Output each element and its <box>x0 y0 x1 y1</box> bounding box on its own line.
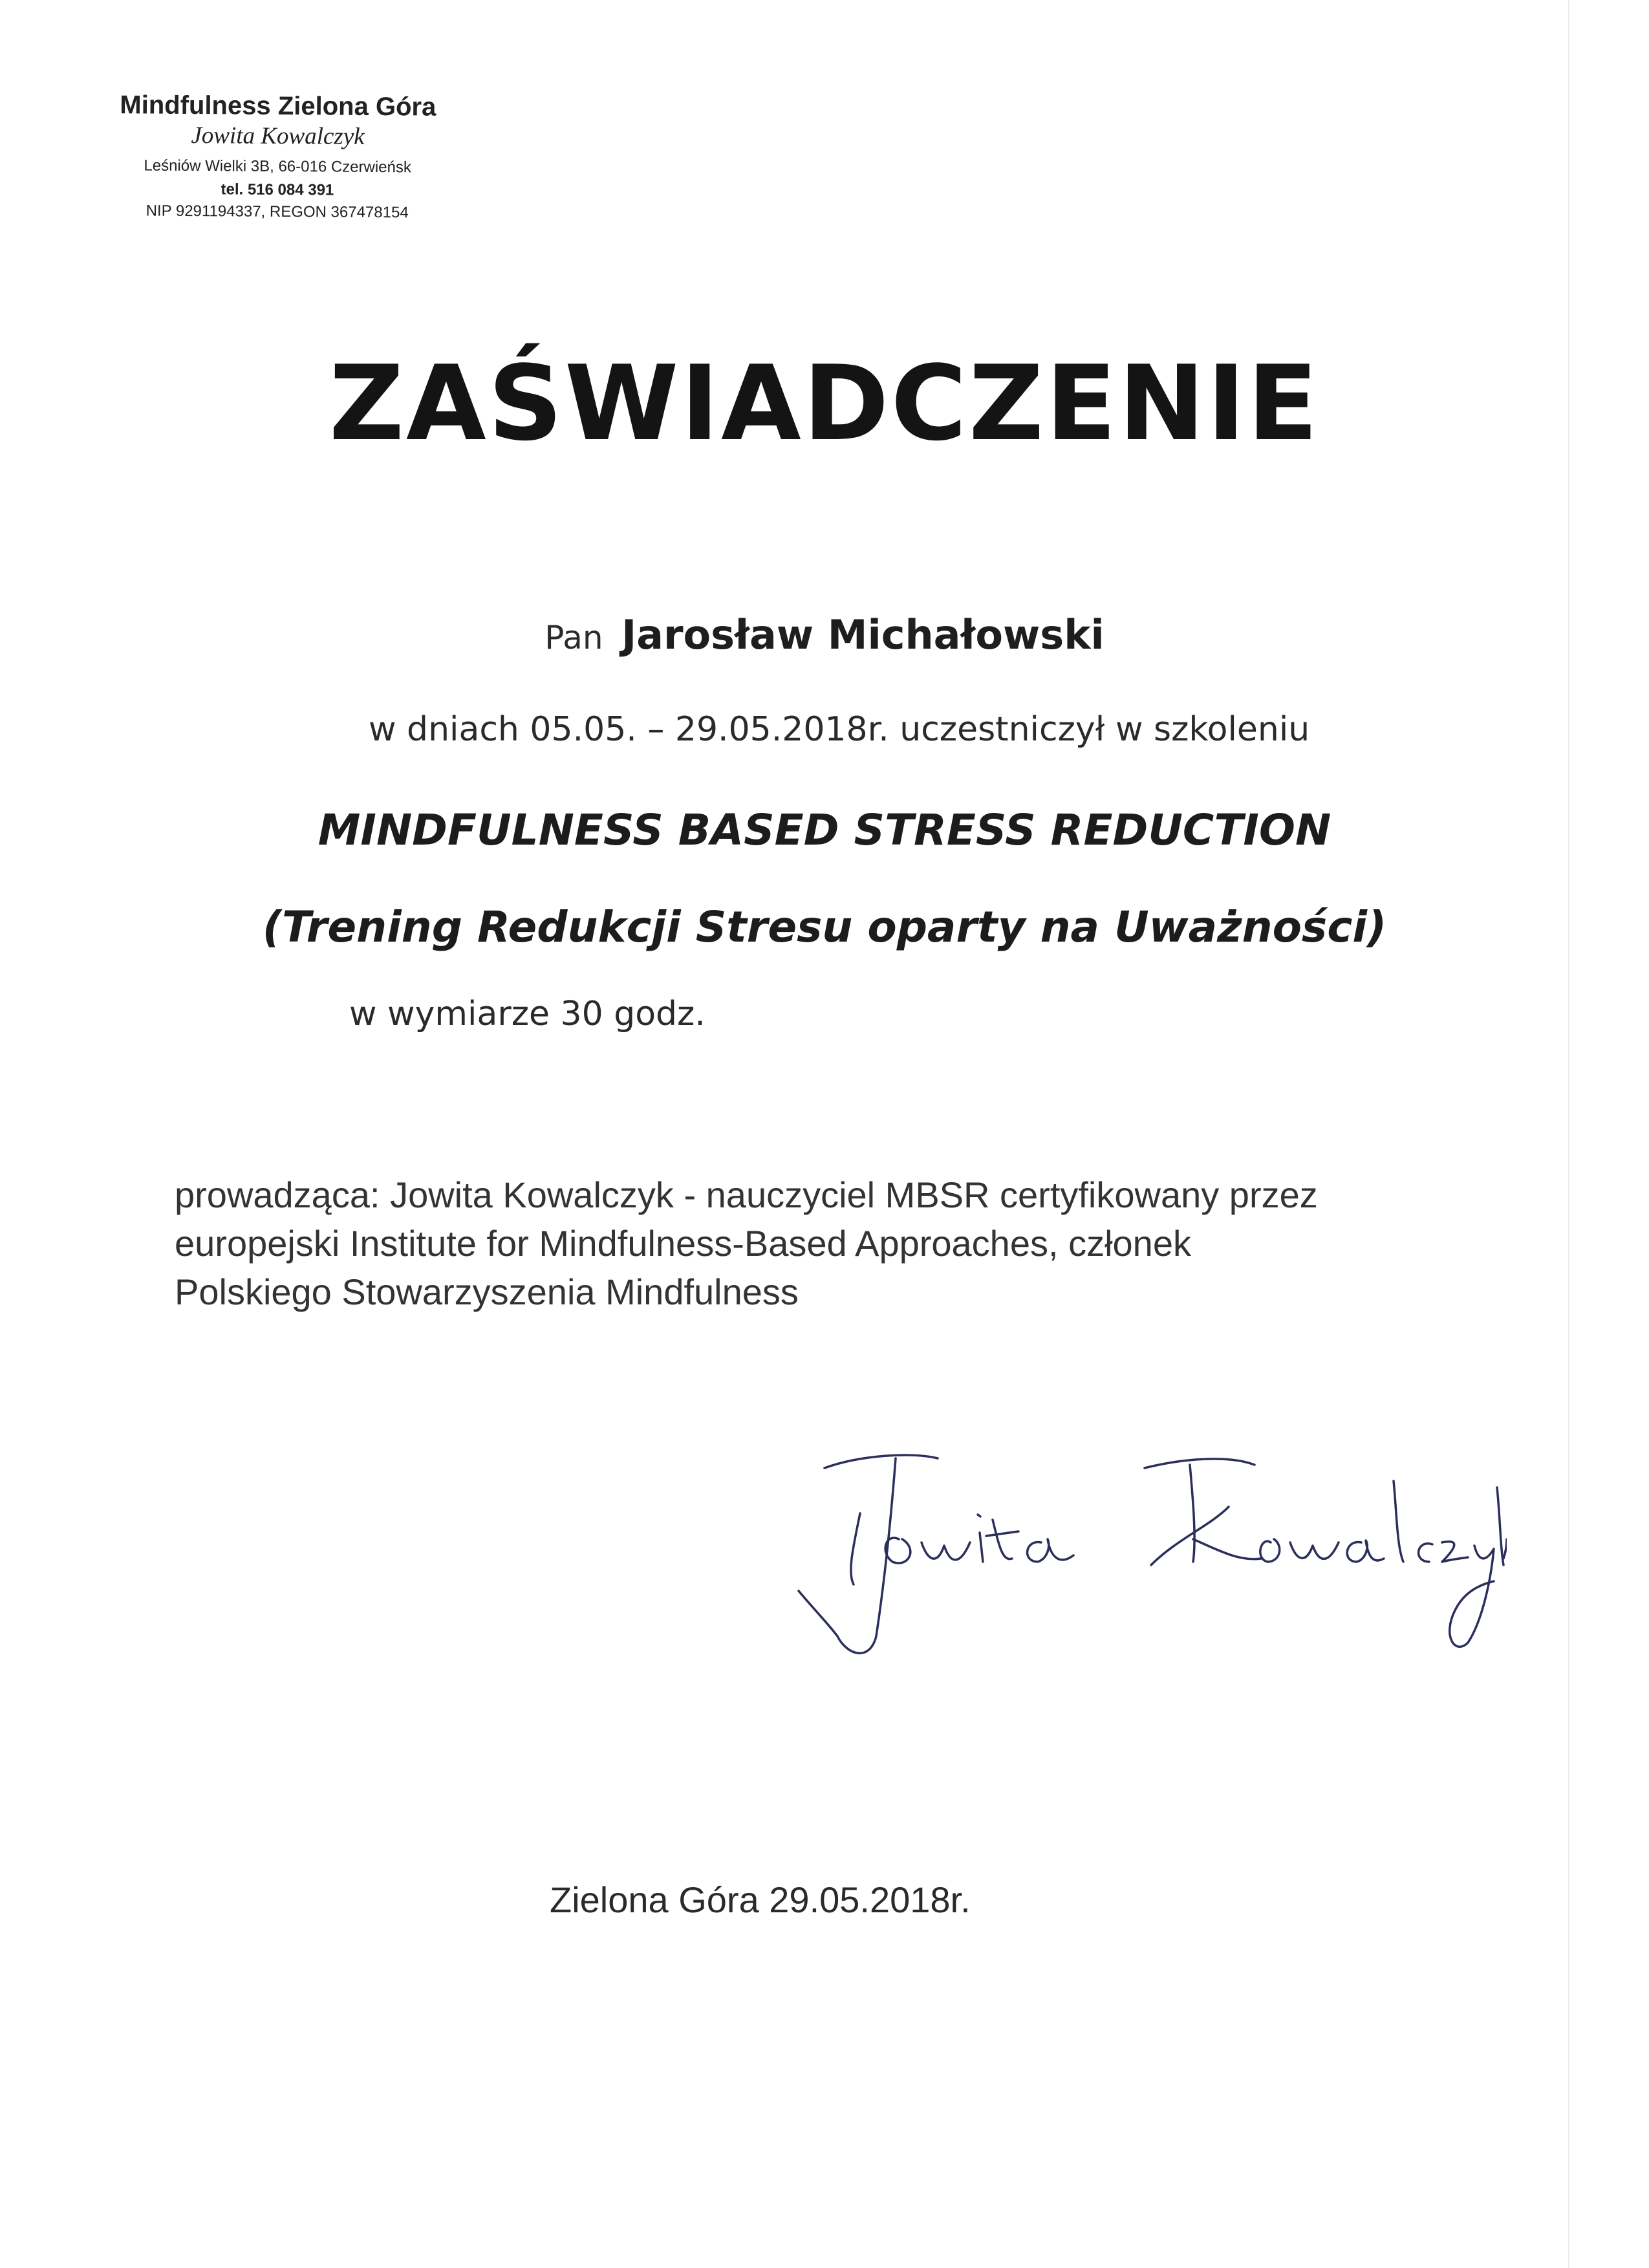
hours-line: w wymiarze 30 godz. <box>349 995 706 1033</box>
stamp-phone: tel. 516 084 391 <box>221 180 334 199</box>
stamp-organization: Mindfulness Zielona Góra <box>120 91 436 122</box>
instructor-line: prowadząca: Jowita Kowalczyk - nauczyciel MBSR certyfikowany przez <box>175 1174 1318 1215</box>
dates-line: w dniach 05.05. – 29.05.2018r. uczestniczył w szkoleniu <box>369 710 1310 749</box>
company-stamp <box>96 91 459 222</box>
instructor-line: Polskiego Stowarzyszenia Mindfulness <box>175 1271 799 1312</box>
course-name: MINDFULNESS BASED STRESS REDUCTION <box>318 805 1331 855</box>
recipient-name: Jarosław Michałowski <box>621 611 1105 658</box>
stamp-tax-ids: NIP 9291194337, REGON 367478154 <box>146 202 409 222</box>
scan-edge-line <box>1568 0 1569 2268</box>
instructor-paragraph <box>175 1171 1318 1316</box>
handwritten-signature <box>763 1429 1507 1675</box>
recipient-honorific: Pan <box>544 619 603 656</box>
place-and-date: Zielona Góra 29.05.2018r. <box>550 1879 971 1920</box>
document-title: ZAŚWIADCZENIE <box>329 343 1320 464</box>
instructor-line: europejski Institute for Mindfulness-Based Approaches, członek <box>175 1223 1191 1264</box>
course-name-polish: (Trening Redukcji Stresu oparty na Uważności) <box>262 902 1387 952</box>
recipient-line <box>0 611 1649 658</box>
stamp-person: Jowita Kowalczyk <box>191 122 365 150</box>
stamp-address: Leśniów Wielki 3B, 66-016 Czerwieńsk <box>144 157 412 177</box>
